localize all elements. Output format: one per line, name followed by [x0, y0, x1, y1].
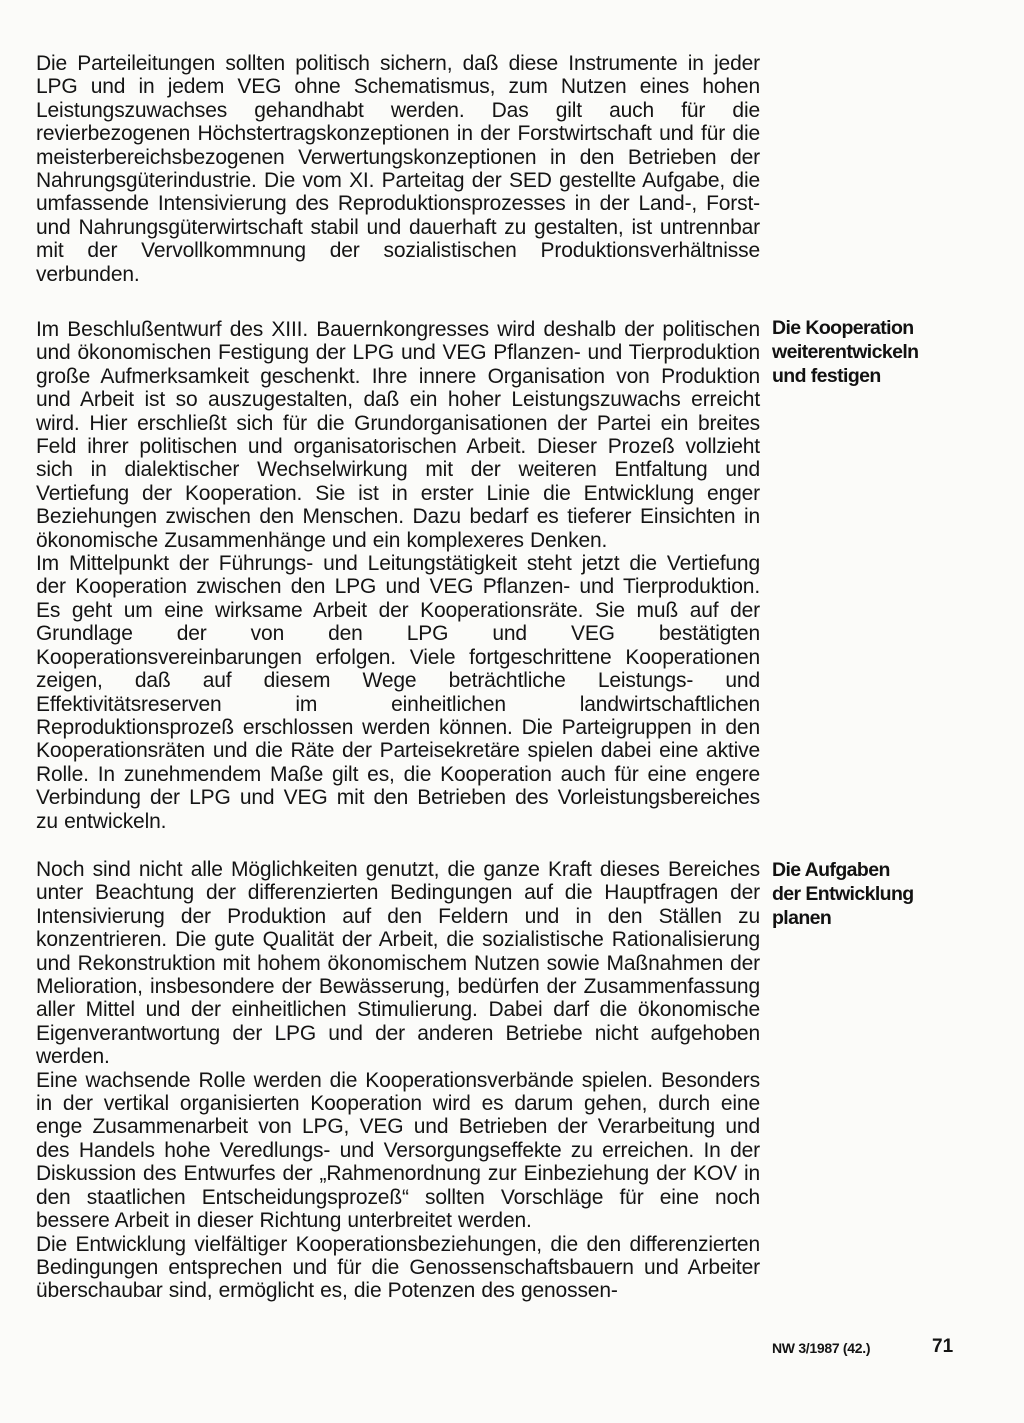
- section-instrumente: [36, 52, 760, 286]
- page-footer: [772, 1336, 972, 1360]
- paragraph-5: Eine wachsende Rolle werden die Kooperationsverbände spielen. Besonders in der vertikal organisierten Kooperation wird es darum gehen, durch eine enge Zusammenarbeit von LPG, VEG und Betrieben der Verarbeitung und des Handels hohe Veredlungs- und Versorgungseffekte zu erreichen. In der Diskussion des Entwurfes der „Rahmenordnung zur Einbeziehung der KOV in den staatlichen Entscheidungsprozeß“ sollten Vorschläge für eine noch bessere Arbeit in dieser Richtung unterbreitet werden.: [36, 1068, 760, 1233]
- paragraph-3: Im Mittelpunkt der Führungs- und Leitungstätigkeit steht jetzt die Vertiefung der Kooperation zwischen den LPG und VEG Pflanzen- und Tierproduktion. Es geht um eine wirksame Arbeit der Kooperationsräte. Sie muß auf der Grundlage der von den LPG und VEG bestätigten Kooperationsvereinbarungen erfolgen. Viele fortgeschrittene Kooperationen zeigen, daß auf diesem Wege beträchtliche Leistungs- und Effektivitätsreserven im einheitlichen landwirtschaftlichen Reproduktionsprozeß erschlossen werden können. Die Parteigruppen in den Kooperationsräten und die Räte der Parteisekretäre spielen dabei eine aktive Rolle. In zunehmendem Maße gilt es, die Kooperation auch für eine engere Verbindung der LPG und VEG mit den Betrieben des Vorleistungsbereiches zu entwickeln.: [36, 552, 760, 833]
- issue-reference: NW 3/1987 (42.): [772, 1340, 871, 1356]
- paragraph-1: Die Parteileitungen sollten politisch sichern, daß diese Instrumente in jeder LPG und in jedem VEG ohne Schematismus, zum Nutzen eines hohen Leistungszuwachses gehandhabt werden. Das gilt auch für die revierbezogenen Höchstertragskonzeptionen in der Forstwirtschaft und für die meisterbereichsbezogenen Verwertungskonzeptionen in den Betrieben der Nahrungsgüterindustrie. Die vom XI. Parteitag der SED gestellte Aufgabe, die umfassende Intensivierung des Reproduktionsprozesses in der Land-, Forst- und Nahrungsgüterwirtschaft stabil und dauerhaft zu gestalten, ist untrennbar mit der Vervollkommnung der sozialistischen Produktionsverhältnisse verbunden.: [36, 52, 760, 286]
- section-kooperation: [36, 318, 760, 833]
- paragraph-4: Noch sind nicht alle Möglichkeiten genutzt, die ganze Kraft dieses Bereiches unter Beachtung der differenzierten Bedingungen auf die Hauptfragen der Intensivierung der Produktion auf den Feldern und in den Ställen zu konzentrieren. Die gute Qualität der Arbeit, die sozialistische Rationalisierung und Rekonstruktion mit hohem ökonomischem Nutzen sowie Maßnahmen der Melioration, insbesondere der Bewässerung, bedürfen der Zusammenfassung aller Mittel und der einheitlichen Stimulierung. Dabei darf die ökonomische Eigenverantwortung der LPG und der anderen Betriebe nicht aufgehoben werden.: [36, 858, 760, 1069]
- margin-heading-line: Die Kooperation: [772, 317, 914, 339]
- margin-heading-line: und festigen: [772, 365, 881, 387]
- margin-heading-line: der Entwicklung: [772, 883, 914, 905]
- margin-heading-aufgaben: [772, 858, 972, 930]
- section-aufgaben: [36, 858, 760, 1303]
- margin-heading-line: weiterentwickeln: [772, 341, 919, 363]
- margin-heading-kooperation: [772, 316, 972, 388]
- page-number: 71: [932, 1336, 954, 1357]
- margin-heading-line: planen: [772, 907, 832, 929]
- margin-heading-line: Die Aufgaben: [772, 859, 890, 881]
- paragraph-2: Im Beschlußentwurf des XIII. Bauernkongresses wird deshalb der politischen und ökonomischen Festigung der LPG und VEG Pflanzen- und Tierproduktion große Aufmerksamkeit geschenkt. Ihre innere Organisation von Produktion und Arbeit ist so auszugestalten, daß ein hoher Leistungszuwachs erreicht wird. Hier erschließt sich für die Grundorganisationen der Partei ein breites Feld ihrer politischen und organisatorischen Arbeit. Dieser Prozeß vollzieht sich in dialektischer Wechselwirkung mit der weiteren Entfaltung und Vertiefung der Kooperation. Sie ist in erster Linie die Entwicklung enger Beziehungen zwischen den Menschen. Dazu bedarf es tieferer Einsichten in ökonomische Zusammenhänge und ein komplexeres Denken.: [36, 318, 760, 552]
- paragraph-6: Die Entwicklung vielfältiger Kooperationsbeziehungen, die den differenzierten Bedingungen entsprechen und für die Genossenschaftsbauern und Arbeiter überschaubar sind, ermöglicht es, die Potenzen des genossen-: [36, 1232, 760, 1303]
